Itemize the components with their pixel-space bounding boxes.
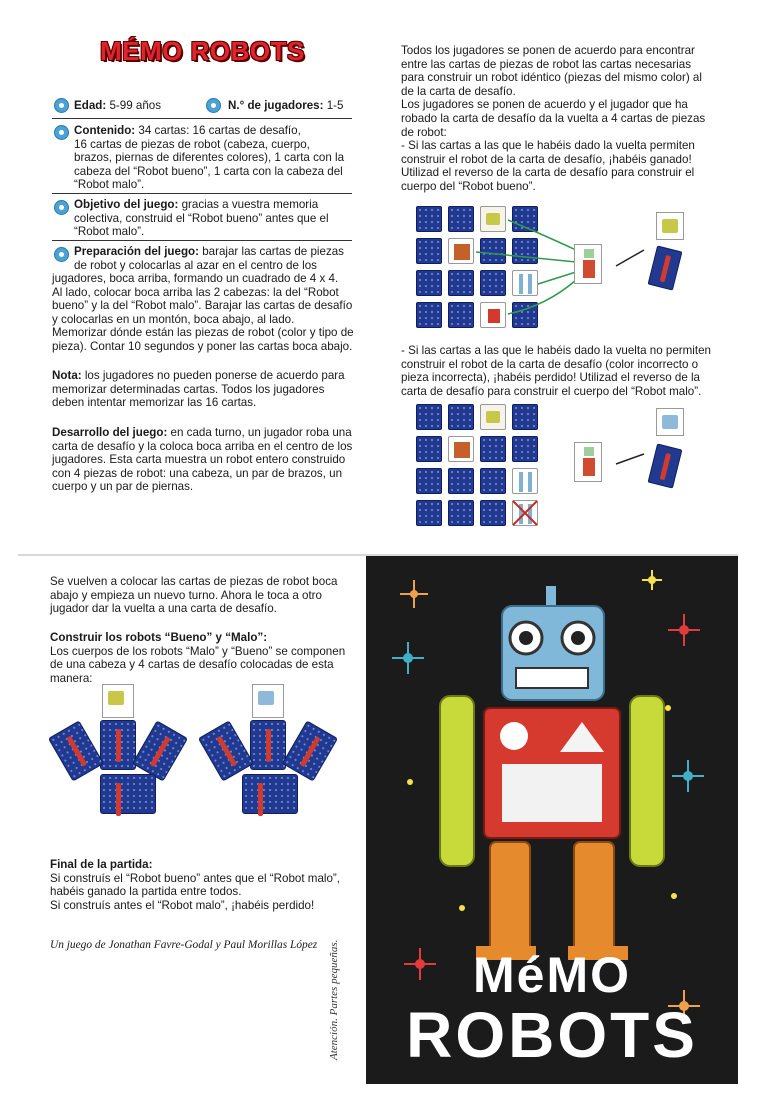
setup-line: Al lado, colocar boca arriba las 2 cabezas: la del “Robot bbox=[52, 285, 339, 299]
lose-example-illustration bbox=[416, 404, 716, 528]
intro-line: para construir un robot idéntico (piezas del mismo color) al bbox=[401, 71, 702, 85]
intro-line: cuerpo del “Robot bueno”. bbox=[401, 179, 536, 193]
play-label: Desarrollo del juego: bbox=[52, 426, 168, 439]
lose-line: construir el robot de la carta de desafío (color incorrecto o bbox=[401, 357, 699, 371]
build-line: manera: bbox=[50, 671, 93, 685]
challenge-card bbox=[574, 442, 602, 482]
divider bbox=[52, 240, 352, 241]
players-label: N.° de jugadores: bbox=[228, 99, 324, 112]
end-line: Si construís el “Robot bueno” antes que el “Robot malo”, bbox=[50, 871, 340, 885]
end-section bbox=[50, 858, 360, 912]
contents-icon bbox=[54, 125, 69, 140]
setup-line: barajar las cartas de piezas bbox=[198, 245, 344, 258]
note-line: memorizar determinadas cartas. Todos los jugadores bbox=[52, 382, 325, 396]
small-parts-warning: Atención. Partes pequeñas. bbox=[328, 939, 340, 1060]
play-line: carta de desafío y la coloca boca arriba en el centro de los bbox=[52, 439, 353, 453]
new-turn-text bbox=[50, 575, 360, 616]
intro-line: entre las cartas de piezas de robot las cartas necesarias bbox=[401, 57, 691, 71]
setup-line: pieza). Contar 10 segundos y poner las cartas boca abajo. bbox=[52, 339, 353, 353]
setup-line: y colocarlas en un montón, boca abajo, al lado. bbox=[52, 312, 295, 326]
goal-line: “Robot malo”. bbox=[74, 225, 145, 239]
end-line: Si construís antes el “Robot malo”, ¡habéis perdido! bbox=[50, 898, 315, 912]
end-heading: Final de la partida: bbox=[50, 858, 153, 871]
new-turn-line: jugador dar la vuelta a una carta de desafío. bbox=[50, 602, 277, 616]
play-line: cuerpo y un par de piernas. bbox=[52, 480, 194, 494]
bad-robot-head-card bbox=[656, 408, 684, 436]
intro-line: - Si las cartas a las que le habéis dado la vuelta permiten bbox=[401, 139, 695, 153]
contents-line: 34 cartas: 16 cartas de desafío, bbox=[135, 124, 301, 137]
goal-line: colectiva, construid el “Robot bueno” antes que el bbox=[74, 211, 329, 225]
note-line: deben intentar memorizar las 16 cartas. bbox=[52, 396, 257, 410]
setup-section-body bbox=[52, 272, 362, 354]
contents-line: “Robot malo”. bbox=[74, 178, 145, 192]
intro-line: de la carta de desafío. bbox=[401, 84, 516, 98]
intro-line: construir el robot de la carta de desafío, ¡habéis ganado! bbox=[401, 152, 692, 166]
note-section bbox=[52, 369, 362, 410]
setup-line: bueno” y la del “Robot malo”. Barajar las cartas de desafío bbox=[52, 299, 353, 313]
build-heading: Construir los robots “Bueno” y “Malo”: bbox=[50, 631, 268, 644]
play-line: con 4 piezas de robot: una cabeza, un par de brazos, un bbox=[52, 466, 343, 480]
setup-line: jugadores, boca arriba, formando un cuadrado de 4 x 4. bbox=[52, 272, 339, 285]
age-label: Edad: bbox=[74, 99, 107, 112]
setup-line: Memorizar dónde están las piezas de robot (color y tipo de bbox=[52, 326, 354, 340]
divider bbox=[52, 118, 352, 119]
credits: Un juego de Jonathan Favre-Godal y Paul Morillas López bbox=[50, 939, 318, 951]
new-turn-line: abajo y empieza un nuevo turno. Ahora le toca a otro bbox=[50, 588, 322, 602]
game-logo: MÉMO ROBOTS bbox=[100, 36, 305, 66]
contents-line: cabeza del “Robot bueno”, 1 carta con la cabeza del bbox=[74, 164, 343, 178]
challenge-card bbox=[574, 244, 602, 284]
win-example-illustration bbox=[416, 206, 716, 330]
setup-section-head bbox=[74, 245, 364, 272]
contents-line: 16 cartas de piezas de robot (cabeza, cuerpo, bbox=[74, 137, 310, 151]
right-lose-text bbox=[401, 344, 731, 398]
lose-line: - Si las cartas a las que le habéis dado la vuelta no permiten bbox=[401, 344, 711, 357]
contents-section bbox=[74, 124, 364, 192]
intro-line: de robot: bbox=[401, 125, 447, 139]
build-section bbox=[50, 631, 360, 685]
setup-label: Preparación del juego: bbox=[74, 245, 199, 258]
players-info bbox=[228, 99, 343, 113]
intro-line: Utilizad el reverso de la carta de desafío para construir el bbox=[401, 166, 695, 180]
note-label: Nota: bbox=[52, 369, 82, 382]
players-value: 1-5 bbox=[326, 99, 344, 112]
build-line: de una cabeza y 4 cartas de desafío colocadas de esta bbox=[50, 658, 334, 672]
intro-line: robado la carta de desafío da la vuelta a 4 cartas de piezas bbox=[401, 111, 706, 125]
right-intro-text bbox=[401, 44, 731, 194]
good-robot-head-card bbox=[656, 212, 684, 240]
goal-line: gracias a vuestra memoria bbox=[178, 198, 319, 211]
goal-icon bbox=[54, 200, 69, 215]
goal-section bbox=[74, 198, 364, 239]
note-line: los jugadores no pueden ponerse de acuerdo para bbox=[81, 369, 345, 382]
lose-line: pieza incorrecta), ¡habéis perdido! Utilizad el reverso de la bbox=[401, 371, 701, 385]
new-turn-line: Se vuelven a colocar las cartas de piezas de robot boca bbox=[50, 575, 338, 588]
setup-line: de robot y colocarlas al azar en el centro de los bbox=[74, 258, 317, 272]
intro-line: Los jugadores se ponen de acuerdo y el jugador que ha bbox=[401, 98, 688, 112]
build-line: Los cuerpos de los robots “Malo” y “Bueno” se componen bbox=[50, 644, 346, 658]
intro-line: Todos los jugadores se ponen de acuerdo para encontrar bbox=[401, 44, 695, 57]
cover-title-line-2: ROBOTS bbox=[406, 999, 698, 1071]
bad-robot-assembly bbox=[198, 684, 348, 824]
contents-line: brazos, piernas de diferentes colores), 1 carta con la bbox=[74, 151, 345, 165]
play-line: en cada turno, un jugador roba una bbox=[167, 426, 352, 439]
lose-line: carta de desafío para construir el cuerpo del “Robot malo”. bbox=[401, 384, 702, 398]
setup-icon bbox=[54, 247, 69, 262]
players-icon bbox=[206, 98, 221, 113]
age-icon bbox=[54, 98, 69, 113]
contents-label: Contenido: bbox=[74, 124, 136, 137]
play-section bbox=[52, 426, 362, 494]
goal-label: Objetivo del juego: bbox=[74, 198, 179, 211]
good-robot-assembly bbox=[48, 684, 198, 824]
age-info bbox=[74, 99, 161, 113]
age-value: 5-99 años bbox=[109, 99, 162, 112]
divider bbox=[52, 193, 352, 194]
cover-panel bbox=[366, 556, 738, 1084]
cover-title-line-1: MéMO bbox=[473, 947, 631, 1003]
end-line: habéis ganado la partida entre todos. bbox=[50, 885, 242, 899]
play-line: jugadores. Esta carta muestra un robot entero construido bbox=[52, 453, 346, 467]
